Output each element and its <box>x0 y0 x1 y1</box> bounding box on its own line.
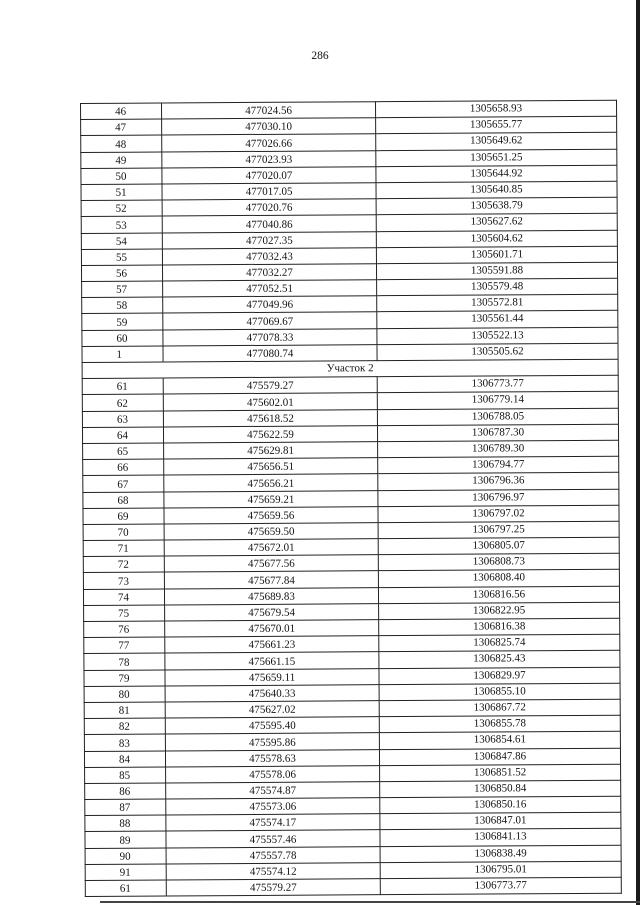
x-coordinate-cell: 477069.67 <box>163 312 377 329</box>
y-coordinate-cell: 1306797.25 <box>378 521 619 539</box>
point-number-cell: 56 <box>81 265 162 282</box>
x-coordinate-cell: 475627.02 <box>165 701 379 718</box>
y-coordinate-cell: 1306825.43 <box>379 651 620 669</box>
point-number-cell: 59 <box>82 313 163 330</box>
point-number-cell: 61 <box>85 880 166 897</box>
x-coordinate-cell: 475677.56 <box>164 555 378 572</box>
point-number-cell: 73 <box>83 572 164 589</box>
y-coordinate-cell: 1305561.44 <box>377 311 618 329</box>
y-coordinate-cell: 1306796.36 <box>378 473 619 491</box>
point-number-cell: 49 <box>81 152 162 169</box>
point-number-cell: 46 <box>81 103 162 120</box>
point-number-cell: 51 <box>81 184 162 201</box>
point-number-cell: 84 <box>84 750 165 767</box>
x-coordinate-cell: 475677.84 <box>164 571 378 588</box>
point-number-cell: 63 <box>82 411 163 428</box>
x-coordinate-cell: 475661.23 <box>165 636 379 653</box>
page-number: 286 <box>311 50 329 62</box>
x-coordinate-cell: 477032.43 <box>162 247 376 264</box>
y-coordinate-cell: 1306829.97 <box>379 667 620 685</box>
y-coordinate-cell: 1306816.56 <box>378 586 619 604</box>
point-number-cell: 67 <box>83 475 164 492</box>
x-coordinate-cell: 477030.10 <box>162 118 376 135</box>
x-coordinate-cell: 475602.01 <box>163 393 377 410</box>
x-coordinate-cell: 475574.87 <box>166 782 380 799</box>
y-coordinate-cell: 1306850.84 <box>380 780 621 798</box>
x-coordinate-cell: 475557.46 <box>166 830 380 847</box>
y-coordinate-cell: 1305505.62 <box>377 343 618 361</box>
x-coordinate-cell: 475672.01 <box>164 539 378 556</box>
x-coordinate-cell: 475578.63 <box>165 749 379 766</box>
coordinates-table-body <box>81 100 622 896</box>
point-number-cell: 87 <box>85 799 166 816</box>
scan-edge-right <box>636 0 640 905</box>
y-coordinate-cell: 1306838.49 <box>380 845 621 863</box>
y-coordinate-cell: 1306850.16 <box>380 796 621 814</box>
y-coordinate-cell: 1306851.52 <box>380 764 621 782</box>
point-number-cell: 83 <box>84 734 165 751</box>
x-coordinate-cell: 477049.96 <box>163 296 377 313</box>
coordinates-table <box>80 100 622 897</box>
x-coordinate-cell: 477023.93 <box>162 150 376 167</box>
y-coordinate-cell: 1306855.10 <box>379 683 620 701</box>
point-number-cell: 54 <box>81 232 162 249</box>
y-coordinate-cell: 1306825.74 <box>379 634 620 652</box>
point-number-cell: 57 <box>82 281 163 298</box>
point-number-cell: 47 <box>81 119 162 136</box>
y-coordinate-cell: 1305579.48 <box>377 278 618 296</box>
y-coordinate-cell: 1305640.85 <box>376 181 617 199</box>
section-label: Участок 2 <box>82 359 618 378</box>
y-coordinate-cell: 1306822.95 <box>379 602 620 620</box>
x-coordinate-cell: 477078.33 <box>163 328 377 345</box>
point-number-cell: 65 <box>83 443 164 460</box>
y-coordinate-cell: 1306808.73 <box>378 553 619 571</box>
point-number-cell: 82 <box>84 718 165 735</box>
x-coordinate-cell: 475595.40 <box>165 717 379 734</box>
point-number-cell: 86 <box>85 783 166 800</box>
x-coordinate-cell: 475670.01 <box>165 620 379 637</box>
x-coordinate-cell: 477080.74 <box>163 345 377 362</box>
y-coordinate-cell: 1305658.93 <box>375 100 616 118</box>
point-number-cell: 64 <box>82 427 163 444</box>
x-coordinate-cell: 475689.83 <box>164 587 378 604</box>
y-coordinate-cell: 1306794.77 <box>378 456 619 474</box>
y-coordinate-cell: 1306789.30 <box>378 440 619 458</box>
point-number-cell: 90 <box>85 848 166 865</box>
x-coordinate-cell: 477026.66 <box>162 134 376 151</box>
y-coordinate-cell: 1305601.71 <box>376 246 617 264</box>
y-coordinate-cell: 1306797.02 <box>378 505 619 523</box>
x-coordinate-cell: 475659.56 <box>164 506 378 523</box>
y-coordinate-cell: 1305651.25 <box>376 149 617 167</box>
x-coordinate-cell: 475595.86 <box>165 733 379 750</box>
table-row <box>85 877 621 896</box>
point-number-cell: 81 <box>84 702 165 719</box>
x-coordinate-cell: 475656.21 <box>164 474 378 491</box>
x-coordinate-cell: 477032.27 <box>162 264 376 281</box>
point-number-cell: 70 <box>83 524 164 541</box>
point-number-cell: 50 <box>81 168 162 185</box>
point-number-cell: 75 <box>84 605 165 622</box>
point-number-cell: 76 <box>84 621 165 638</box>
point-number-cell: 88 <box>85 815 166 832</box>
point-number-cell: 74 <box>83 589 164 606</box>
y-coordinate-cell: 1306808.40 <box>378 570 619 588</box>
x-coordinate-cell: 477020.07 <box>162 166 376 183</box>
point-number-cell: 58 <box>82 297 163 314</box>
point-number-cell: 69 <box>83 508 164 525</box>
point-number-cell: 60 <box>82 330 163 347</box>
x-coordinate-cell: 477052.51 <box>163 280 377 297</box>
x-coordinate-cell: 477017.05 <box>162 183 376 200</box>
point-number-cell: 62 <box>82 394 163 411</box>
point-number-cell: 85 <box>85 767 166 784</box>
y-coordinate-cell: 1305638.79 <box>376 197 617 215</box>
y-coordinate-cell: 1306773.77 <box>377 375 618 393</box>
x-coordinate-cell: 475579.27 <box>163 377 377 394</box>
point-number-cell: 71 <box>83 540 164 557</box>
y-coordinate-cell: 1305649.62 <box>376 133 617 151</box>
x-coordinate-cell: 475656.51 <box>164 458 378 475</box>
y-coordinate-cell: 1305655.77 <box>376 116 617 134</box>
point-number-cell: 53 <box>81 216 162 233</box>
y-coordinate-cell: 1306841.13 <box>380 829 621 847</box>
x-coordinate-cell: 475661.15 <box>165 652 379 669</box>
x-coordinate-cell: 475659.11 <box>165 668 379 685</box>
point-number-cell: 55 <box>81 249 162 266</box>
x-coordinate-cell: 475573.06 <box>166 798 380 815</box>
x-coordinate-cell: 477020.76 <box>162 199 376 216</box>
scan-edge-bottom <box>100 901 640 903</box>
y-coordinate-cell: 1306787.30 <box>377 424 618 442</box>
x-coordinate-cell: 475659.50 <box>164 523 378 540</box>
point-number-cell: 1 <box>82 346 163 363</box>
x-coordinate-cell: 475629.81 <box>164 442 378 459</box>
y-coordinate-cell: 1306816.38 <box>379 618 620 636</box>
y-coordinate-cell: 1305572.81 <box>377 294 618 312</box>
x-coordinate-cell: 475557.78 <box>166 846 380 863</box>
y-coordinate-cell: 1306796.97 <box>378 489 619 507</box>
point-number-cell: 48 <box>81 135 162 152</box>
x-coordinate-cell: 475579.27 <box>166 879 380 896</box>
y-coordinate-cell: 1306847.86 <box>379 748 620 766</box>
y-coordinate-cell: 1306795.01 <box>380 861 621 879</box>
y-coordinate-cell: 1306779.14 <box>377 392 618 410</box>
y-coordinate-cell: 1306854.61 <box>379 732 620 750</box>
y-coordinate-cell: 1305591.88 <box>376 262 617 280</box>
x-coordinate-cell: 477040.86 <box>162 215 376 232</box>
x-coordinate-cell: 477024.56 <box>162 102 376 119</box>
x-coordinate-cell: 475622.59 <box>163 425 377 442</box>
x-coordinate-cell: 475679.54 <box>165 603 379 620</box>
point-number-cell: 89 <box>85 831 166 848</box>
y-coordinate-cell: 1306773.77 <box>380 877 621 895</box>
x-coordinate-cell: 475659.21 <box>164 490 378 507</box>
y-coordinate-cell: 1305522.13 <box>377 327 618 345</box>
y-coordinate-cell: 1306805.07 <box>378 537 619 555</box>
x-coordinate-cell: 475640.33 <box>165 684 379 701</box>
x-coordinate-cell: 475578.06 <box>166 765 380 782</box>
point-number-cell: 78 <box>84 653 165 670</box>
point-number-cell: 61 <box>82 378 163 395</box>
point-number-cell: 52 <box>81 200 162 217</box>
point-number-cell: 91 <box>85 864 166 881</box>
y-coordinate-cell: 1306855.78 <box>379 715 620 733</box>
x-coordinate-cell: 477027.35 <box>162 231 376 248</box>
point-number-cell: 72 <box>83 556 164 573</box>
x-coordinate-cell: 475618.52 <box>163 409 377 426</box>
point-number-cell: 66 <box>83 459 164 476</box>
y-coordinate-cell: 1305644.92 <box>376 165 617 183</box>
y-coordinate-cell: 1306867.72 <box>379 699 620 717</box>
y-coordinate-cell: 1305627.62 <box>376 214 617 232</box>
point-number-cell: 77 <box>84 637 165 654</box>
x-coordinate-cell: 475574.17 <box>166 814 380 831</box>
y-coordinate-cell: 1306788.05 <box>377 408 618 426</box>
y-coordinate-cell: 1306847.01 <box>380 812 621 830</box>
point-number-cell: 80 <box>84 686 165 703</box>
point-number-cell: 79 <box>84 670 165 687</box>
point-number-cell: 68 <box>83 491 164 508</box>
y-coordinate-cell: 1305604.62 <box>376 230 617 248</box>
x-coordinate-cell: 475574.12 <box>166 862 380 879</box>
